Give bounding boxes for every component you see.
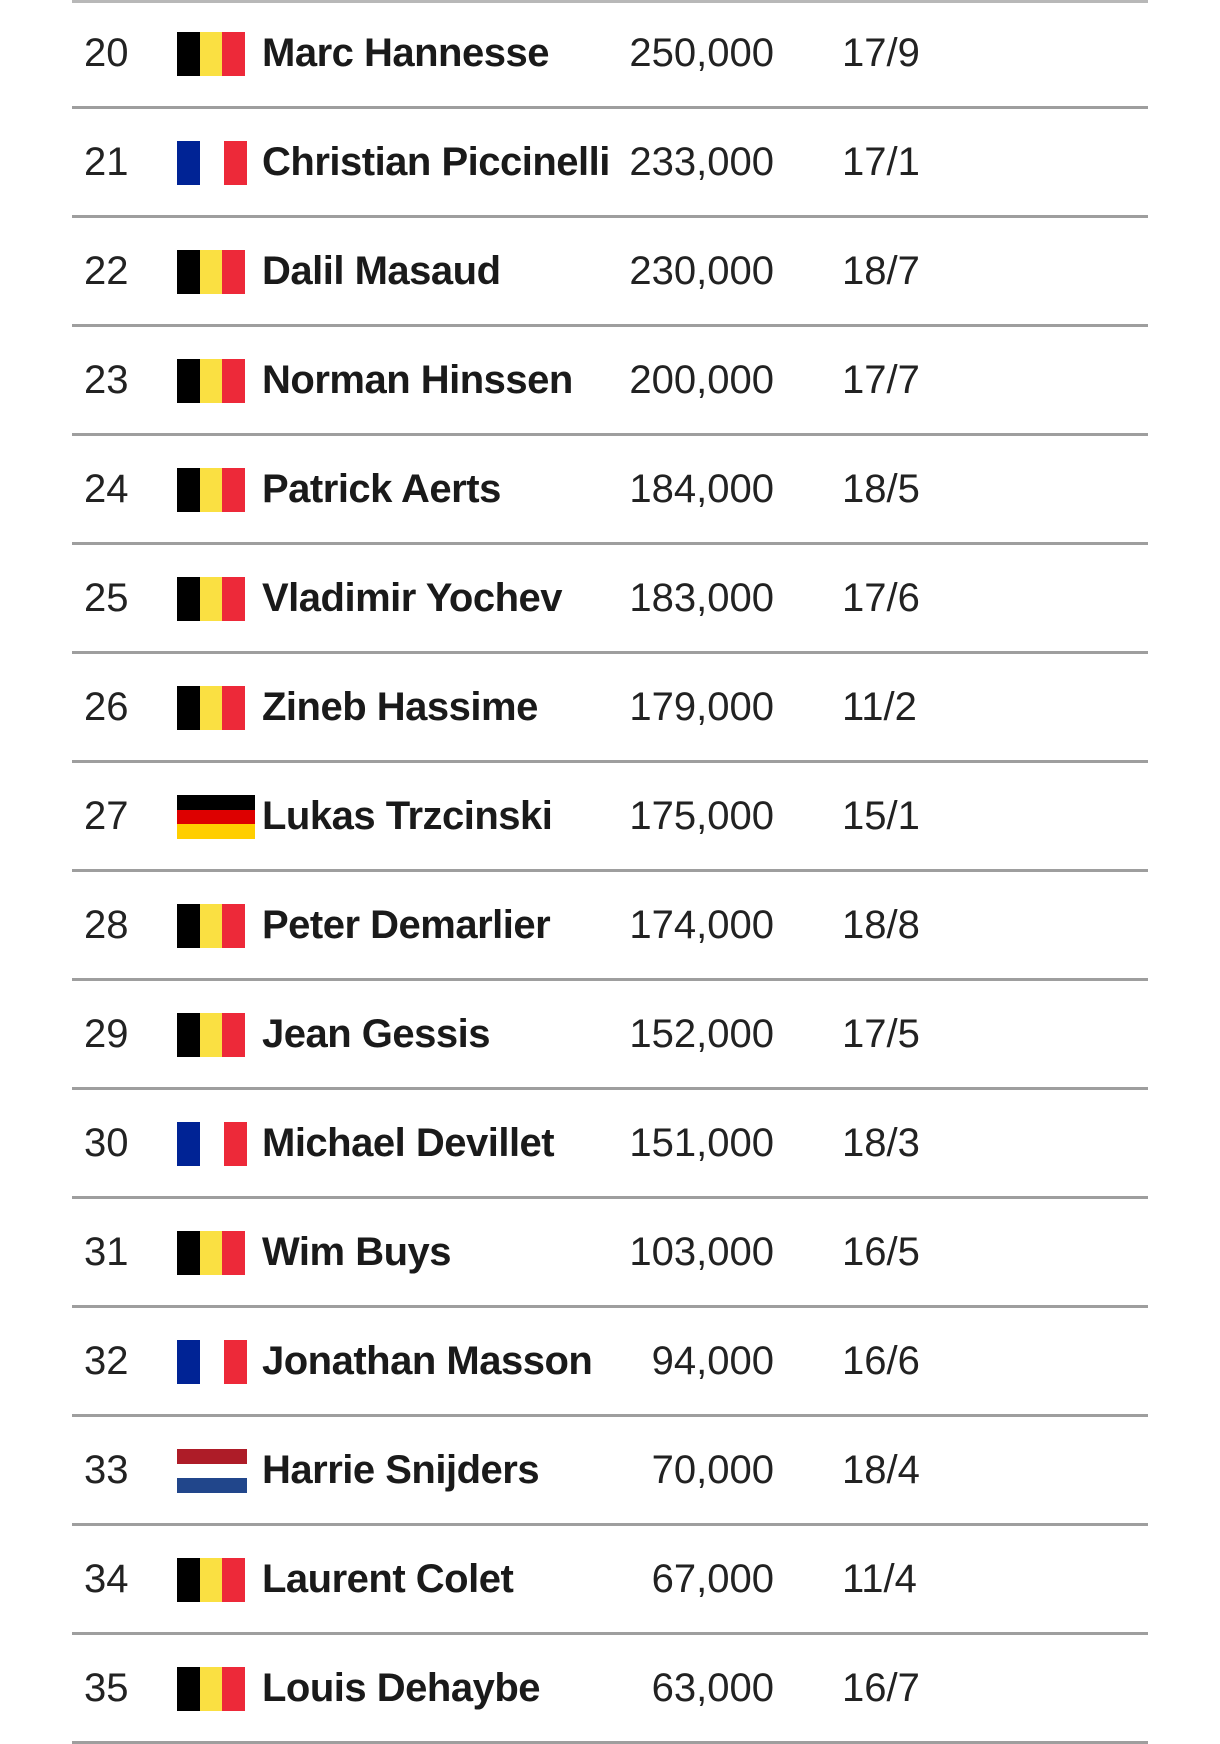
date-cell: 16/6 [842,1339,920,1383]
date-cell: 17/1 [842,140,920,184]
table-row [72,1199,1148,1308]
player-name: Marc Hannesse [262,31,549,75]
germany-flag-icon [177,795,255,839]
france-flag-icon [177,141,247,185]
rank-cell: 22 [84,249,129,293]
amount-cell: 183,000 [629,576,774,620]
amount-cell: 70,000 [651,1448,774,1492]
player-name: Dalil Masaud [262,249,501,293]
table-row [72,654,1148,763]
amount-cell: 151,000 [629,1121,774,1165]
player-name: Michael Devillet [262,1121,555,1165]
table-row [72,1526,1148,1635]
table-row [72,1090,1148,1199]
belgium-flag-icon [177,250,245,294]
amount-cell: 250,000 [629,31,774,75]
date-cell: 18/3 [842,1121,920,1165]
date-cell: 17/6 [842,576,920,620]
table-row [72,1308,1148,1417]
rank-cell: 25 [84,576,129,620]
belgium-flag-icon [177,577,245,621]
rank-cell: 23 [84,358,129,402]
date-cell: 11/2 [842,685,917,729]
player-name: Vladimir Yochev [262,576,563,620]
player-name: Wim Buys [262,1230,452,1274]
amount-cell: 63,000 [651,1666,774,1710]
amount-cell: 230,000 [629,249,774,293]
player-name: Lukas Trzcinski [262,794,553,838]
player-name: Laurent Colet [262,1557,514,1601]
rank-cell: 32 [84,1339,129,1383]
date-cell: 18/4 [842,1448,920,1492]
belgium-flag-icon [177,32,245,76]
belgium-flag-icon [177,1667,245,1711]
player-name: Peter Demarlier [262,903,551,947]
amount-cell: 103,000 [629,1230,774,1274]
amount-cell: 174,000 [629,903,774,947]
amount-cell: 67,000 [651,1557,774,1601]
table-row [72,327,1148,436]
table-row [72,1417,1148,1526]
belgium-flag-icon [177,904,245,948]
date-cell: 17/5 [842,1012,920,1056]
player-name: Norman Hinssen [262,358,573,402]
player-name: Zineb Hassime [262,685,538,729]
date-cell: 15/1 [842,794,920,838]
table-row [72,872,1148,981]
ranking-table [72,0,1148,1744]
amount-cell: 179,000 [629,685,774,729]
rank-cell: 27 [84,794,129,838]
amount-cell: 200,000 [629,358,774,402]
player-name: Louis Dehaybe [262,1666,541,1710]
amount-cell: 233,000 [629,140,774,184]
belgium-flag-icon [177,468,245,512]
amount-cell: 184,000 [629,467,774,511]
amount-cell: 94,000 [651,1339,774,1383]
rank-cell: 21 [84,140,129,184]
rank-cell: 35 [84,1666,129,1710]
amount-cell: 152,000 [629,1012,774,1056]
player-name: Jonathan Masson [262,1339,593,1383]
table-row [72,981,1148,1090]
rank-cell: 30 [84,1121,129,1165]
table-row [72,218,1148,327]
rank-cell: 26 [84,685,129,729]
table-row [72,1635,1148,1744]
amount-cell: 175,000 [629,794,774,838]
netherlands-flag-icon [177,1449,247,1493]
belgium-flag-icon [177,1558,245,1602]
rank-cell: 34 [84,1557,129,1601]
rank-cell: 29 [84,1012,129,1056]
date-cell: 16/5 [842,1230,920,1274]
belgium-flag-icon [177,1231,245,1275]
date-cell: 18/5 [842,467,920,511]
france-flag-icon [177,1122,247,1166]
date-cell: 16/7 [842,1666,920,1710]
rank-cell: 28 [84,903,129,947]
table-row [72,545,1148,654]
player-name: Harrie Snijders [262,1448,540,1492]
date-cell: 17/9 [842,31,920,75]
player-name: Patrick Aerts [262,467,501,511]
table-row [72,436,1148,545]
date-cell: 18/8 [842,903,920,947]
date-cell: 11/4 [842,1557,917,1601]
belgium-flag-icon [177,686,245,730]
rank-cell: 24 [84,467,129,511]
belgium-flag-icon [177,359,245,403]
rank-cell: 31 [84,1230,129,1274]
belgium-flag-icon [177,1013,245,1057]
table-row [72,763,1148,872]
rank-cell: 20 [84,31,129,75]
player-name: Jean Gessis [262,1012,490,1056]
player-name: Christian Piccinelli [262,140,610,184]
date-cell: 18/7 [842,249,920,293]
date-cell: 17/7 [842,358,920,402]
table-row [72,109,1148,218]
rank-cell: 33 [84,1448,129,1492]
table-row [72,0,1148,109]
france-flag-icon [177,1340,247,1384]
